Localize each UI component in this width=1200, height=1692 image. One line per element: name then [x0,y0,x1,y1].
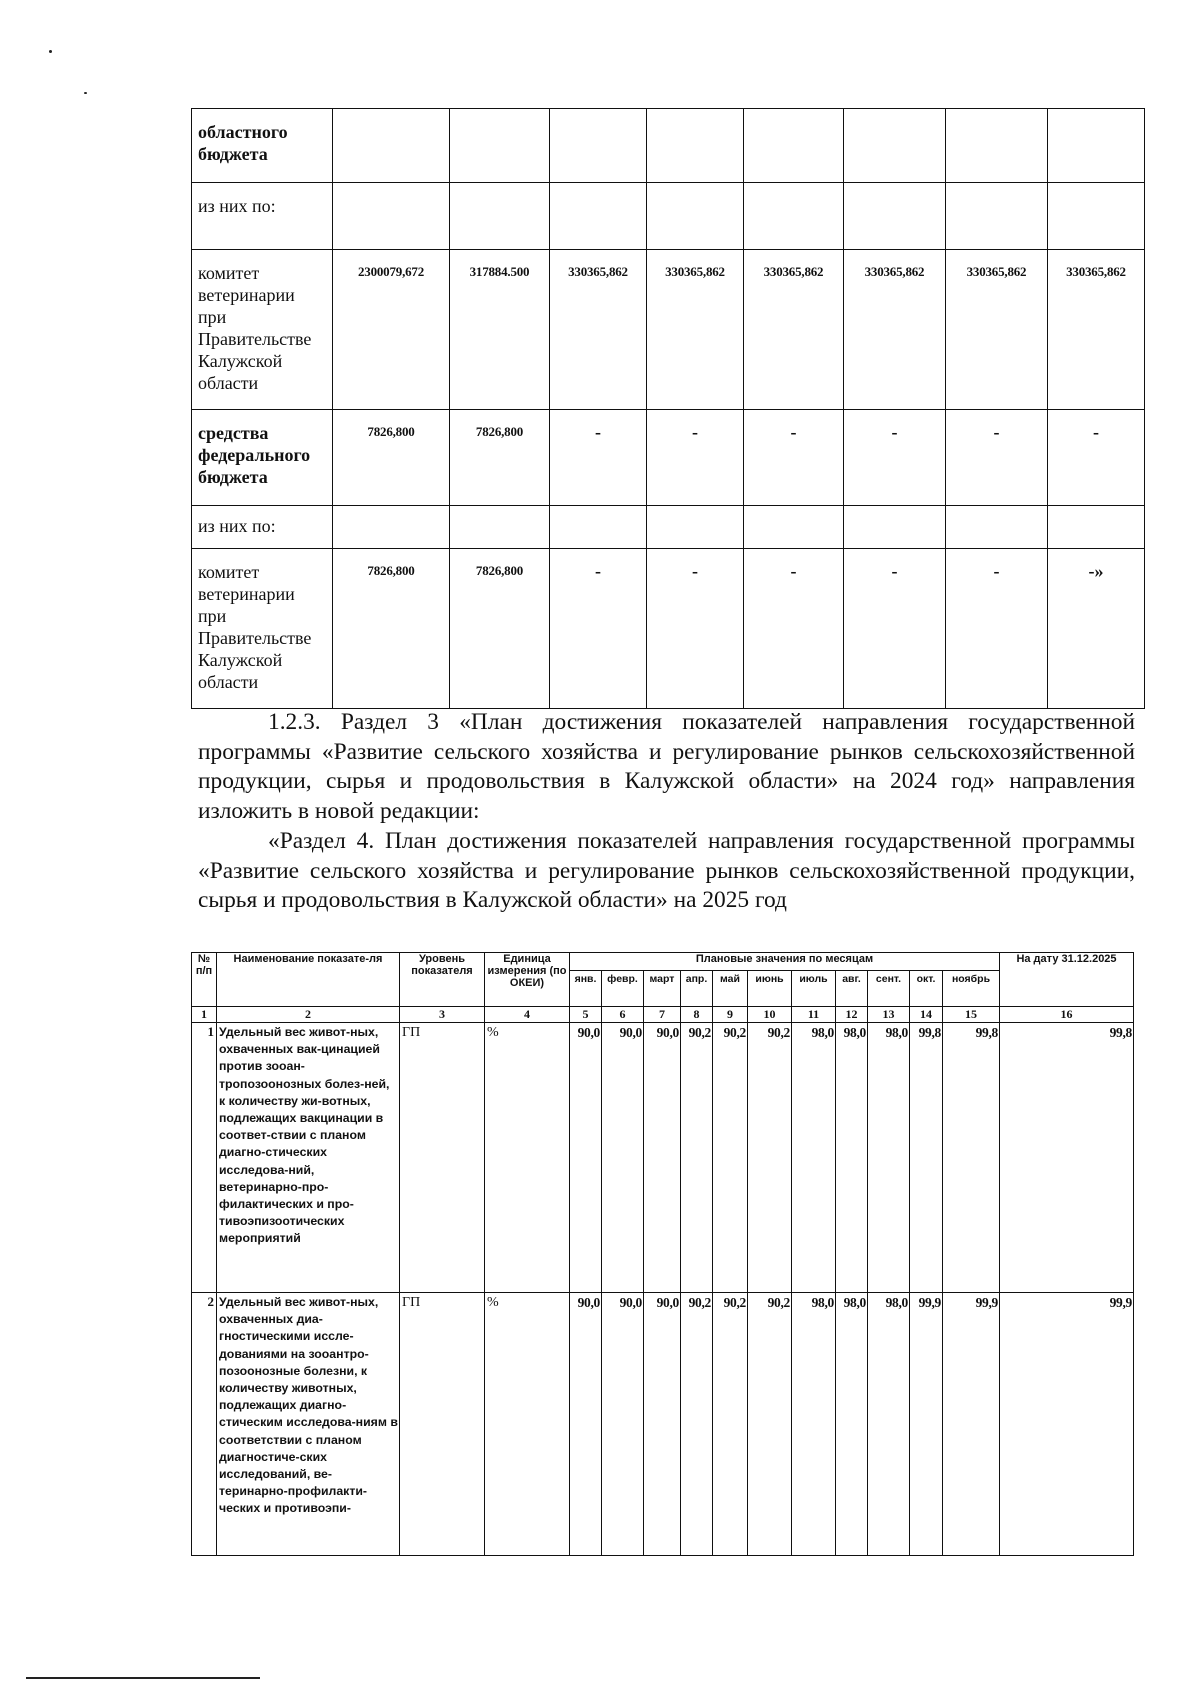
value-cell [946,109,1048,183]
indicator-level: ГП [400,1293,485,1556]
value-cell: - [744,549,844,709]
budget-row-federal [192,410,1145,506]
value-cell [1048,109,1145,183]
value-cell: 330365,862 [550,250,647,410]
value-cell: -» [1048,549,1145,709]
value-cell: 7826,800 [450,410,550,506]
budget-row-vet-committee [192,549,1145,709]
footnote-separator [26,1677,260,1679]
month-value: 90,0 [644,1023,681,1293]
month-value: 90,0 [644,1293,681,1556]
row-label: комитет ветеринарии при Правительстве Калужской области [192,549,333,709]
header-month: окт. [910,971,943,1007]
month-value: 90,0 [602,1023,644,1293]
value-cell: - [550,549,647,709]
scan-speck [84,92,87,94]
month-value: 90,2 [713,1293,748,1556]
column-number: 4 [485,1007,570,1023]
plan-header-row [192,953,1134,971]
column-number: 5 [570,1007,602,1023]
month-value: 90,2 [681,1293,713,1556]
value-cell: 330365,862 [946,250,1048,410]
value-cell [550,506,647,549]
row-label: из них по: [192,506,333,549]
column-number: 7 [644,1007,681,1023]
header-month: апр. [681,971,713,1007]
header-monthly-values: Плановые значения по месяцам [570,953,1000,971]
value-cell: - [1048,410,1145,506]
header-month: февр. [602,971,644,1007]
month-value: 99,9 [910,1293,943,1556]
row-label: из них по: [192,183,333,250]
value-cell [333,183,450,250]
month-value: 90,0 [570,1023,602,1293]
month-value: 98,0 [836,1023,868,1293]
column-number: 2 [217,1007,400,1023]
column-number: 16 [1000,1007,1134,1023]
value-cell: 330365,862 [647,250,744,410]
column-number: 8 [681,1007,713,1023]
value-cell [550,109,647,183]
budget-row-of-which [192,506,1145,549]
header-month: июль [792,971,836,1007]
paragraph-section-3 [198,708,1135,826]
value-cell [450,506,550,549]
value-cell: - [647,549,744,709]
plan-table [191,952,1134,1556]
value-cell: - [946,410,1048,506]
row-number: 2 [192,1293,217,1556]
column-number: 11 [792,1007,836,1023]
month-value: 98,0 [836,1293,868,1556]
scan-speck [49,50,52,53]
value-cell [450,109,550,183]
month-value: 90,2 [681,1023,713,1293]
month-value: 90,0 [570,1293,602,1556]
column-number: 10 [748,1007,792,1023]
value-cell: 317884.500 [450,250,550,410]
header-month: март [644,971,681,1007]
row-label: комитет ветеринарии при Правительстве Калужской области [192,250,333,410]
month-value: 99,8 [910,1023,943,1293]
value-cell: - [844,410,946,506]
month-value: 99,8 [943,1023,1000,1293]
budget-row-of-which [192,183,1145,250]
month-value: 98,0 [868,1293,910,1556]
column-number: 14 [910,1007,943,1023]
indicator-unit: % [485,1293,570,1556]
budget-row-vet-committee [192,250,1145,410]
table-row [192,1023,1134,1293]
month-value: 98,0 [792,1293,836,1556]
header-month: авг. [836,971,868,1007]
header-month: сент. [868,971,910,1007]
month-value: 90,0 [602,1293,644,1556]
paragraph-section-4 [198,827,1135,916]
indicator-level: ГП [400,1023,485,1293]
value-cell [1048,183,1145,250]
column-number: 12 [836,1007,868,1023]
value-cell: 7826,800 [333,410,450,506]
column-number: 13 [868,1007,910,1023]
month-value: 90,2 [713,1023,748,1293]
month-value: 90,2 [748,1023,792,1293]
header-level: Уровень показателя [400,953,485,1007]
value-cell [1048,506,1145,549]
date-value: 99,9 [1000,1293,1134,1556]
indicator-name: Удельный вес живот-ных, охваченных диа-гностическими иссле-дованиями на зооантро-позоонозные болезни, к количеству животных, подлежащих диагно-стическим исследова-ниям в соответствии с планом диагностиче-ских исследований, ве-теринарно-профилакти-ческих и противоэпи- [217,1293,400,1556]
value-cell: - [647,410,744,506]
header-date: На дату 31.12.2025 [1000,953,1134,1007]
row-number: 1 [192,1023,217,1293]
header-number: № п/п [192,953,217,1007]
header-month: май [713,971,748,1007]
value-cell [550,183,647,250]
value-cell [450,183,550,250]
month-value: 90,2 [748,1293,792,1556]
indicator-unit: % [485,1023,570,1293]
table-row [192,1293,1134,1556]
row-label: областного бюджета [192,109,333,183]
value-cell: - [946,549,1048,709]
value-cell [647,183,744,250]
budget-row-regional [192,109,1145,183]
value-cell: 330365,862 [844,250,946,410]
month-value: 99,9 [943,1293,1000,1556]
value-cell [946,183,1048,250]
value-cell [744,506,844,549]
header-unit: Единица измерения (по ОКЕИ) [485,953,570,1007]
value-cell [333,506,450,549]
column-number: 15 [943,1007,1000,1023]
value-cell: 7826,800 [333,549,450,709]
column-number-row [192,1007,1134,1023]
value-cell [744,109,844,183]
value-cell [844,506,946,549]
column-number: 1 [192,1007,217,1023]
date-value: 99,8 [1000,1023,1134,1293]
paragraph-text: «Раздел 4. План достижения показателей направления государственной программы «Развитие сельского хозяйства и регулирование рынков сельскохозяйственной продукции, сырья и продовольствия в Калужской области» на 2025 год [198,828,1135,913]
column-number: 9 [713,1007,748,1023]
budget-table [191,108,1145,709]
value-cell [844,183,946,250]
value-cell: 330365,862 [1048,250,1145,410]
month-value: 98,0 [792,1023,836,1293]
value-cell [844,109,946,183]
value-cell: 7826,800 [450,549,550,709]
column-number: 6 [602,1007,644,1023]
value-cell: - [744,410,844,506]
value-cell [744,183,844,250]
value-cell: - [844,549,946,709]
value-cell [946,506,1048,549]
value-cell [647,109,744,183]
value-cell [647,506,744,549]
value-cell: - [550,410,647,506]
value-cell [333,109,450,183]
header-name: Наименование показате-ля [217,953,400,1007]
paragraph-text: 1.2.3. Раздел 3 «План достижения показателей направления государственной программы «Развитие сельского хозяйства и регулирование рынков сельскохозяйственной продукции, сырья и продовольствия в Калужской области» на 2024 год» направления изложить в новой редакции: [198,709,1135,824]
header-month: июнь [748,971,792,1007]
month-value: 98,0 [868,1023,910,1293]
row-label: средства федерального бюджета [192,410,333,506]
column-number: 3 [400,1007,485,1023]
header-month: янв. [570,971,602,1007]
header-month: ноябрь [943,971,1000,1007]
value-cell: 330365,862 [744,250,844,410]
indicator-name: Удельный вес живот-ных, охваченных вак-цинацией против зооан-тропозоонозных болез-ней, к количеству жи-вотных, подлежащих вакцинации в соответ-ствии с планом диагно-стических исследова-ний, ветеринарно-про-филактических и про-тивоэпизоотических мероприятий [217,1023,400,1293]
value-cell: 2300079,672 [333,250,450,410]
